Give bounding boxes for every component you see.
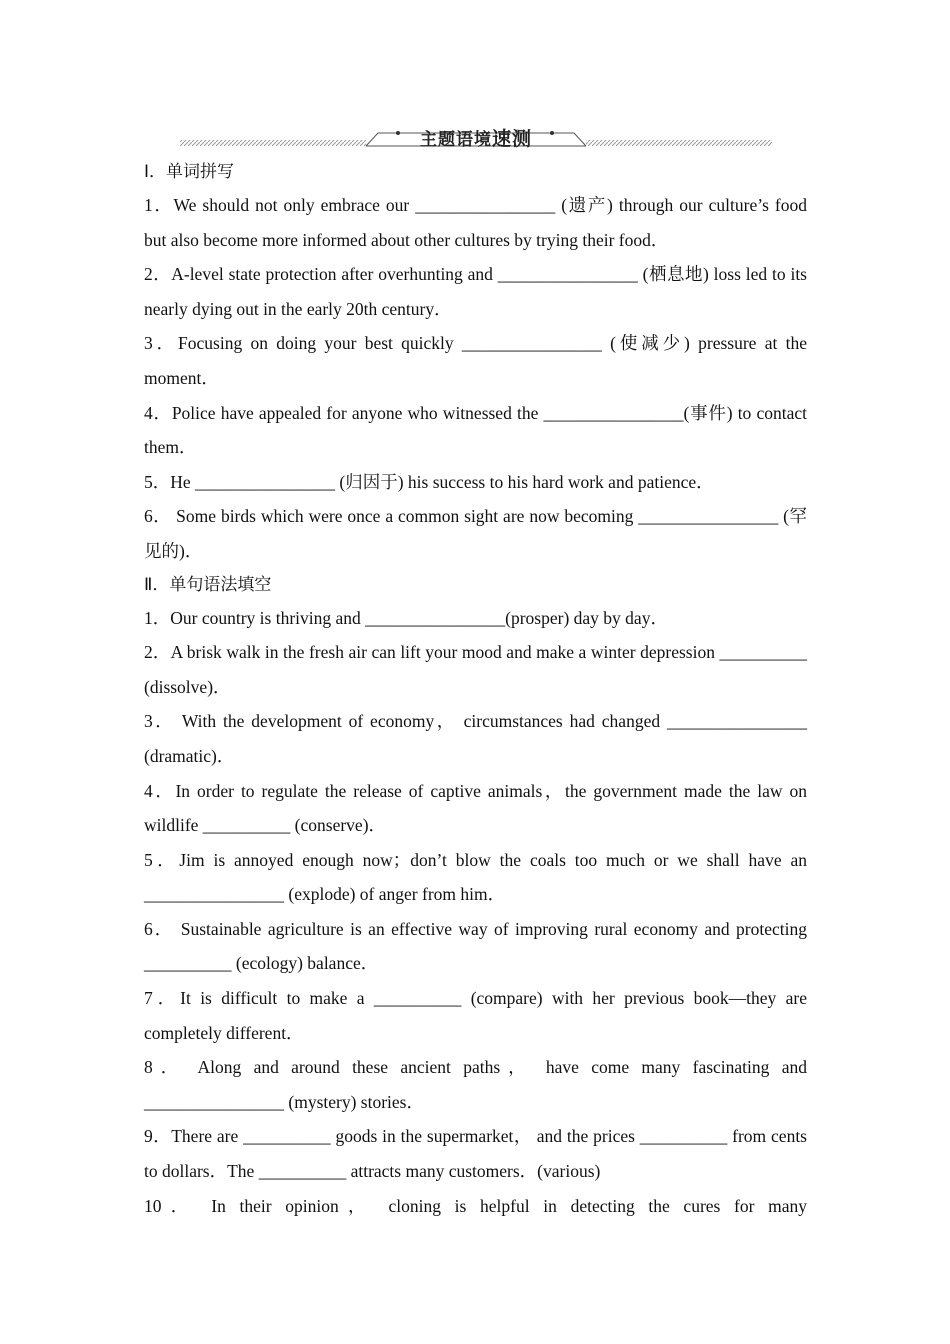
section-banner <box>180 122 772 150</box>
spelling-item-3: 3．Focusing on doing your best quickly ________________ (使减少) pressure at the moment． <box>144 333 807 388</box>
spelling-item-4: 4．Police have appealed for anyone who witnessed the ________________(事件) to contact them． <box>144 402 807 458</box>
grammar-item-1: 1．Our country is thriving and ________________(prosper) day by day． <box>144 607 668 628</box>
grammar-item-9: 9．There are __________ goods in the supermarket， and the prices __________ from cents to dollars．The __________ attracts many customers．(various) <box>144 1126 807 1182</box>
grammar-item-3: 3． With the development of economy， circumstances had changed ________________ (dramatic)． <box>144 711 807 766</box>
banner-title-suffix: 速测 <box>491 128 532 150</box>
section-heading-grammar: Ⅱ．单句语法填空 <box>144 574 272 595</box>
grammar-item-4: 4．In order to regulate the release of captive animals，the government made the law on wildlife __________ (conserve)． <box>144 780 807 836</box>
spelling-item-5: 5．He ________________ (归因于) his success to his hard work and patience． <box>144 471 714 492</box>
grammar-item-2: 2．A brisk walk in the fresh air can lift your mood and make a winter depression __________ (dissolve)． <box>144 642 807 697</box>
spelling-item-2: 2．A-level state protection after overhunting and ________________ (栖息地) loss led to its nearly dying out in the early 20th century． <box>144 264 807 319</box>
grammar-item-8: 8． Along and around these ancient paths， have come many fascinating and ________________ (mystery) stories． <box>144 1057 807 1112</box>
section-heading-spelling: Ⅰ．单词拼写 <box>144 162 235 182</box>
banner-title-prefix: 主题语境 <box>419 130 492 150</box>
grammar-item-6: 6． Sustainable agriculture is an effective way of improving rural economy and protecting __________ (ecology) balance． <box>144 918 807 974</box>
grammar-item-5: 5．Jim is annoyed enough now；don’t blow the coals too much or we shall have an ________________ (explode) of anger from him． <box>144 849 807 905</box>
banner-title <box>180 124 772 151</box>
spelling-item-6: 6． Some birds which were once a common sight are now becoming ________________ (罕见的)． <box>144 506 807 561</box>
grammar-item-7: 7．It is difficult to make a __________ (compare) with her previous book—they are completely different． <box>144 988 807 1043</box>
grammar-item-10: 10． In their opinion， cloning is helpful in detecting the cures for many <box>144 1195 807 1216</box>
content-body <box>144 156 807 1223</box>
spelling-item-1: 1．We should not only embrace our ________________ (遗产) through our culture’s food but also become more informed about other cultures by trying their food． <box>144 195 807 250</box>
